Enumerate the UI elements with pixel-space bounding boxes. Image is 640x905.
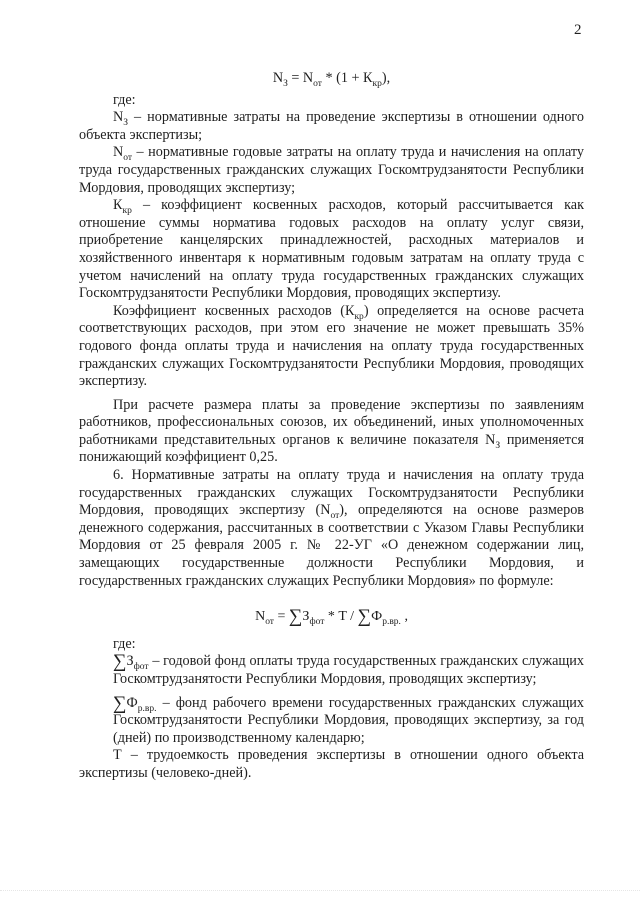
- sum-icon: ∑: [113, 692, 127, 714]
- sum-icon: ∑: [357, 606, 372, 628]
- formula-subscript: от: [265, 617, 274, 628]
- symbol-subscript: кр: [354, 311, 364, 322]
- formula-symbol: * (1 + К: [321, 70, 373, 86]
- paragraph-text: При расчете размера платы за проведение экспертизы по заявлениям работников, профессиональных союзов, их объединений, иных уполномоченных работниками представительных органов к величине показателя N: [79, 396, 584, 448]
- symbol-subscript: кр: [122, 205, 132, 216]
- definition-text: – годовой фонд оплаты труда государственных гражданских служащих Госкомтрудзанятости Республики Мордовия, проводящих экспертизу;: [113, 653, 584, 687]
- definition-text: – коэффициент косвенных расходов, который рассчитывается как отношение суммы норматива годовых расходов на оплату услуг связи, приобретение канцелярских принадлежностей, расходных материалов и хозяйственного инвентаря к нормативным годовым затратам на оплату труда с учетом начислений на оплату труда государственных гражданских служащих Госкомтрудзанятости Республики Мордовия, проводящих экспертизу.: [79, 197, 584, 302]
- definition-t: Т – трудоемкость проведения экспертизы в отношении одного объекта экспертизы (человеко-дней).: [79, 747, 584, 781]
- paragraph-text: ) определяется на основе расчета соответствующих расходов, при этом его значение не может превышать 35% годового фонда оплаты труда и начисления на оплату труда государственных гражданских служащих Госкомтрудзанятости Республики Мордовия, проводящих экспертизу.: [79, 302, 584, 390]
- sum-icon: ∑: [288, 606, 303, 628]
- page-number: 2: [574, 22, 582, 38]
- symbol-subscript: фот: [133, 662, 149, 673]
- definition-text: – фонд рабочего времени государственных гражданских служащих Госкомтрудзанятости Республики Мордовия, проводящих экспертизу, за год (дней) по производственному календарю;: [113, 694, 584, 746]
- symbol-subscript: от: [330, 511, 340, 522]
- formula-symbol: Ф: [371, 609, 383, 625]
- formula-symbol: =: [273, 609, 289, 625]
- formula-subscript: кр: [372, 78, 382, 89]
- paragraph-text: 6. Нормативные затраты на оплату труда и начисления на оплату труда государственных гражданских служащих Госкомтрудзанятости Республики Мордовия, проводящих экспертизу (N: [79, 467, 584, 519]
- symbol-subscript: от: [123, 153, 133, 164]
- definition-n3: [79, 109, 584, 144]
- symbol: К: [113, 197, 123, 214]
- formula-symbol: ),: [381, 70, 391, 86]
- symbol-subscript: З: [495, 440, 501, 451]
- formula-subscript: р.вр.: [382, 617, 401, 628]
- symbol-subscript: З: [123, 118, 129, 129]
- document-body: [79, 70, 584, 783]
- symbol: З: [126, 653, 134, 670]
- paragraph-6: [79, 467, 584, 590]
- symbol: Ф: [126, 694, 138, 711]
- formula-n3: [79, 70, 584, 88]
- definition-text: – нормативные годовые затраты на оплату труда и начисления на оплату труда государственных гражданских служащих Госкомтрудзанятости Республики Мордовия, проводящих экспертизу;: [79, 144, 584, 196]
- definition-not: [79, 144, 584, 197]
- scan-artifact-line: [0, 878, 640, 891]
- symbol-subscript: р.вр.: [137, 703, 157, 714]
- formula-not: [79, 608, 584, 626]
- definition-zfot: [79, 653, 584, 688]
- where-label: где:: [113, 635, 136, 652]
- definition-kkr: [79, 197, 584, 303]
- formula-symbol: ,: [400, 609, 408, 625]
- paragraph-kkr-limit: [79, 303, 584, 391]
- sum-icon: ∑: [113, 651, 127, 673]
- formula-symbol: N: [272, 70, 284, 86]
- paragraph-text: применяется понижающий коэффициент 0,25.: [79, 431, 584, 466]
- where-label: где:: [113, 91, 136, 108]
- paragraph-text: ), определяются на основе размеров денежного содержания, рассчитанных в соответствии с Указом Главы Республики Мордовия от 25 февраля 2005 г. № 22-УГ «О денежном содержании лиц, замещающих государственные должности Республики Мордовия, и государственных гражданских служащих Республики Мордовия» по формуле:: [79, 502, 584, 589]
- definition-text: – нормативные затраты на проведение экспертизы в отношении одного объекта экспертизы;: [79, 109, 584, 143]
- formula-symbol: N: [255, 609, 266, 625]
- formula-subscript: З: [283, 78, 288, 89]
- formula-subscript: фот: [309, 617, 325, 628]
- formula-symbol: З: [302, 609, 310, 625]
- paragraph-reduction: [79, 397, 584, 467]
- definition-fvr: [79, 692, 584, 748]
- paragraph-text: Коэффициент косвенных расходов (К: [113, 302, 355, 319]
- symbol: N: [113, 144, 124, 161]
- formula-subscript: от: [313, 78, 322, 89]
- formula-symbol: * T /: [324, 609, 358, 625]
- formula-symbol: = N: [287, 70, 314, 86]
- symbol: N: [113, 109, 124, 126]
